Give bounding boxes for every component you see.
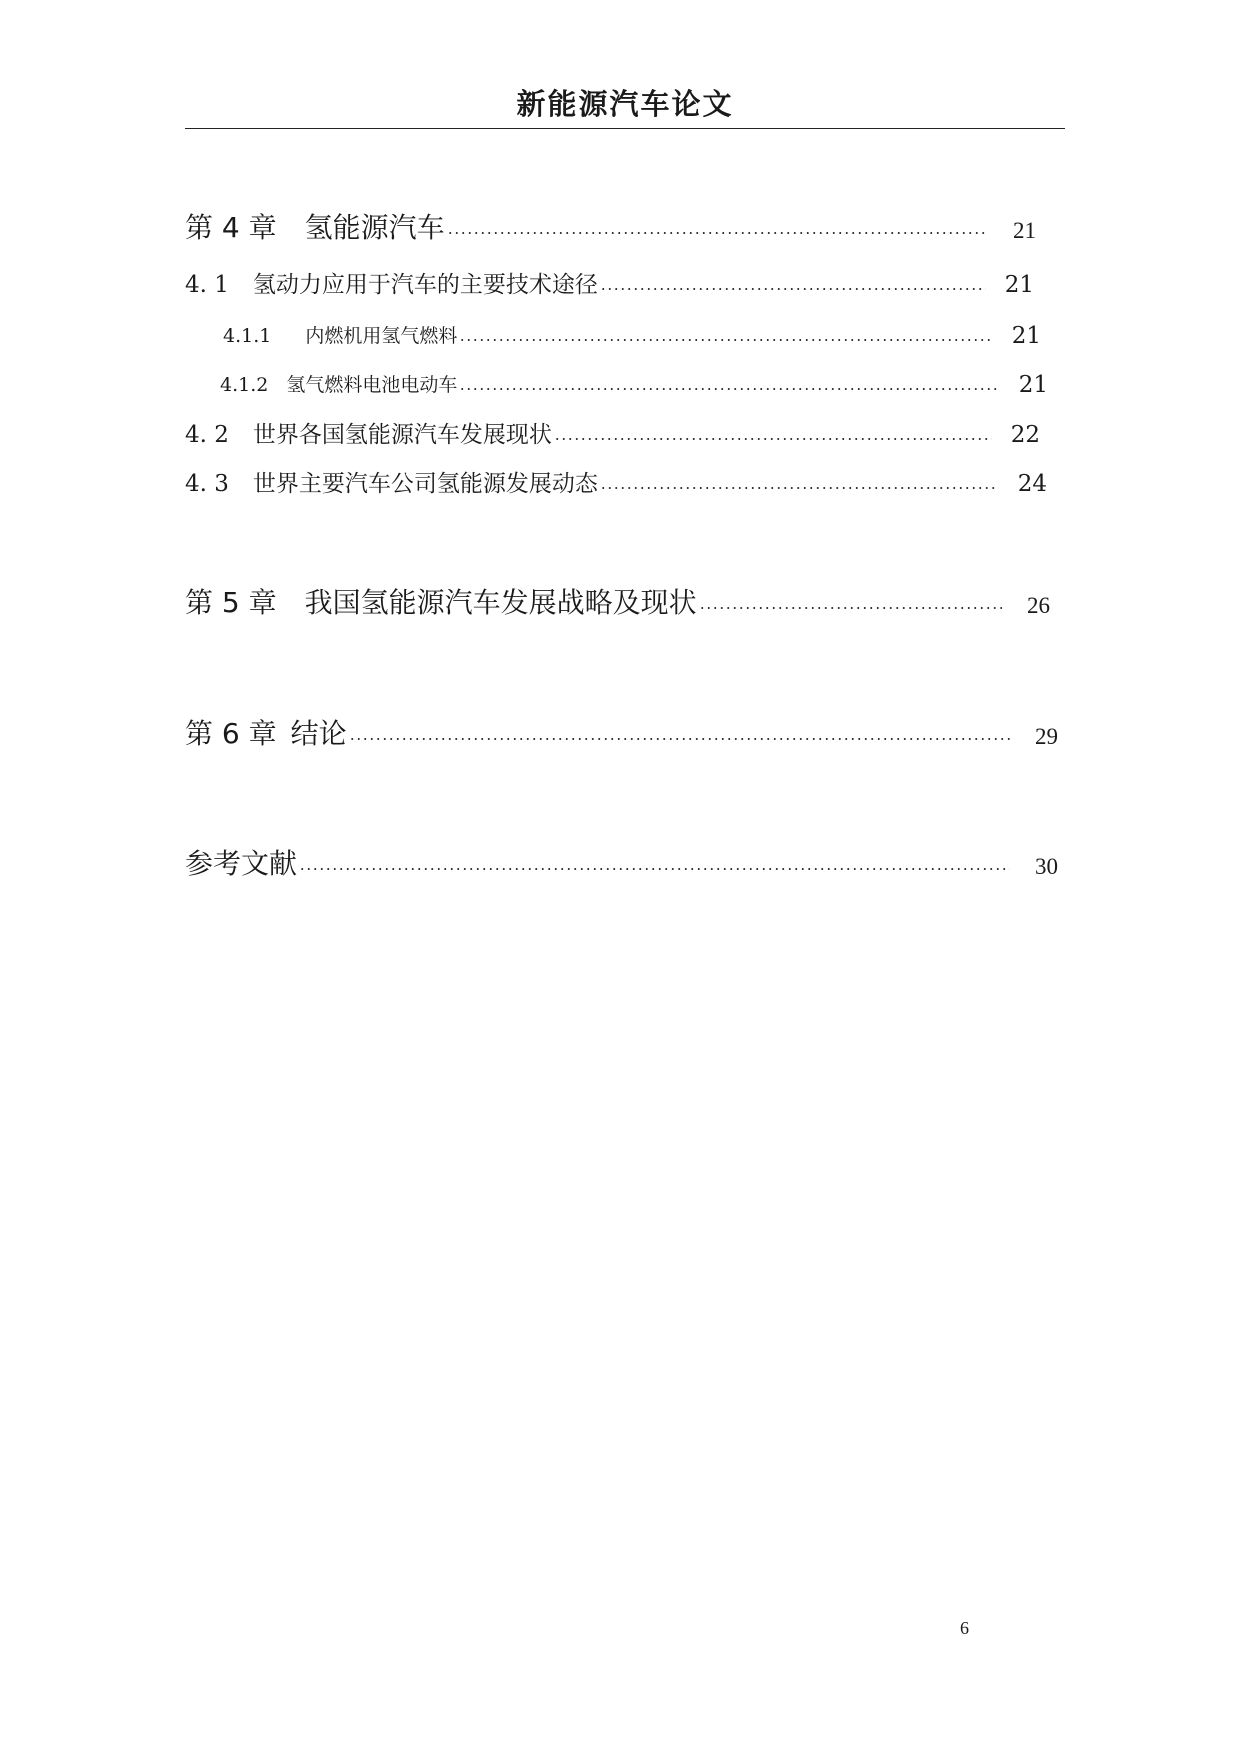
toc-entry-page: 21: [1013, 218, 1036, 243]
toc-entry-subsection-4-1-2[interactable]: [220, 370, 1048, 400]
toc-entry-page: 21: [1011, 323, 1041, 349]
toc-entry-title: 内燃机用氢气燃料: [305, 325, 458, 347]
dot-leader: [699, 583, 1002, 623]
page-number: 6: [960, 1618, 969, 1638]
toc-entry-number: 4. 3: [185, 471, 229, 497]
toc-entry-number: 4. 1: [185, 272, 229, 298]
toc-entry-number: 第 5 章: [185, 586, 277, 619]
dot-leader: [459, 321, 993, 351]
toc-entry-chapter-6[interactable]: [185, 714, 1058, 754]
toc-entry-chapter-5[interactable]: [185, 583, 1050, 623]
toc-entry-number: 第 6 章: [185, 717, 277, 750]
toc-entry-title: 参考文献: [185, 847, 298, 880]
toc-entry-chapter-4[interactable]: [185, 208, 1036, 248]
toc-entry-title: 结论: [290, 717, 347, 750]
dot-leader: [600, 268, 986, 302]
toc-entry-page: 29: [1035, 724, 1058, 749]
toc-entry-page: 24: [1017, 471, 1047, 497]
dot-leader: [447, 208, 988, 248]
dot-leader: [349, 714, 1010, 754]
toc-entry-section-4-1[interactable]: [185, 268, 1034, 302]
toc-entry-section-4-2[interactable]: [185, 418, 1040, 452]
toc-entry-title: 氢气燃料电池电动车: [286, 374, 458, 396]
header-divider: [185, 128, 1065, 129]
toc-entry-title: 我国氢能源汽车发展战略及现状: [304, 586, 697, 619]
toc-entry-number: 4.1.2: [220, 374, 269, 396]
toc-entry-section-4-3[interactable]: [185, 467, 1047, 501]
toc-entry-subsection-4-1-1[interactable]: [223, 321, 1041, 351]
toc-entry-references[interactable]: [185, 844, 1058, 884]
toc-entry-title: 世界主要汽车公司氢能源发展动态: [252, 471, 598, 497]
toc-entry-title: 世界各国氢能源汽车发展现状: [252, 422, 552, 448]
header-title: 新能源汽车论文: [516, 87, 734, 121]
dot-leader: [600, 467, 999, 501]
toc-entry-number: 第 4 章: [185, 211, 277, 244]
toc-entry-number: 4. 2: [185, 422, 229, 448]
toc-entry-title: 氢动力应用于汽车的主要技术途径: [252, 272, 598, 298]
toc-entry-number: 4.1.1: [223, 325, 272, 347]
toc-entry-page: 21: [1004, 272, 1034, 298]
toc-entry-page: 21: [1018, 372, 1048, 398]
dot-leader: [554, 418, 992, 452]
toc-entry-title: 氢能源汽车: [304, 211, 445, 244]
toc-entry-page: 22: [1010, 422, 1040, 448]
toc-entry-page: 26: [1027, 593, 1050, 618]
dot-leader: [459, 370, 1000, 400]
toc-entry-page: 30: [1035, 854, 1058, 879]
dot-leader: [299, 844, 1010, 884]
